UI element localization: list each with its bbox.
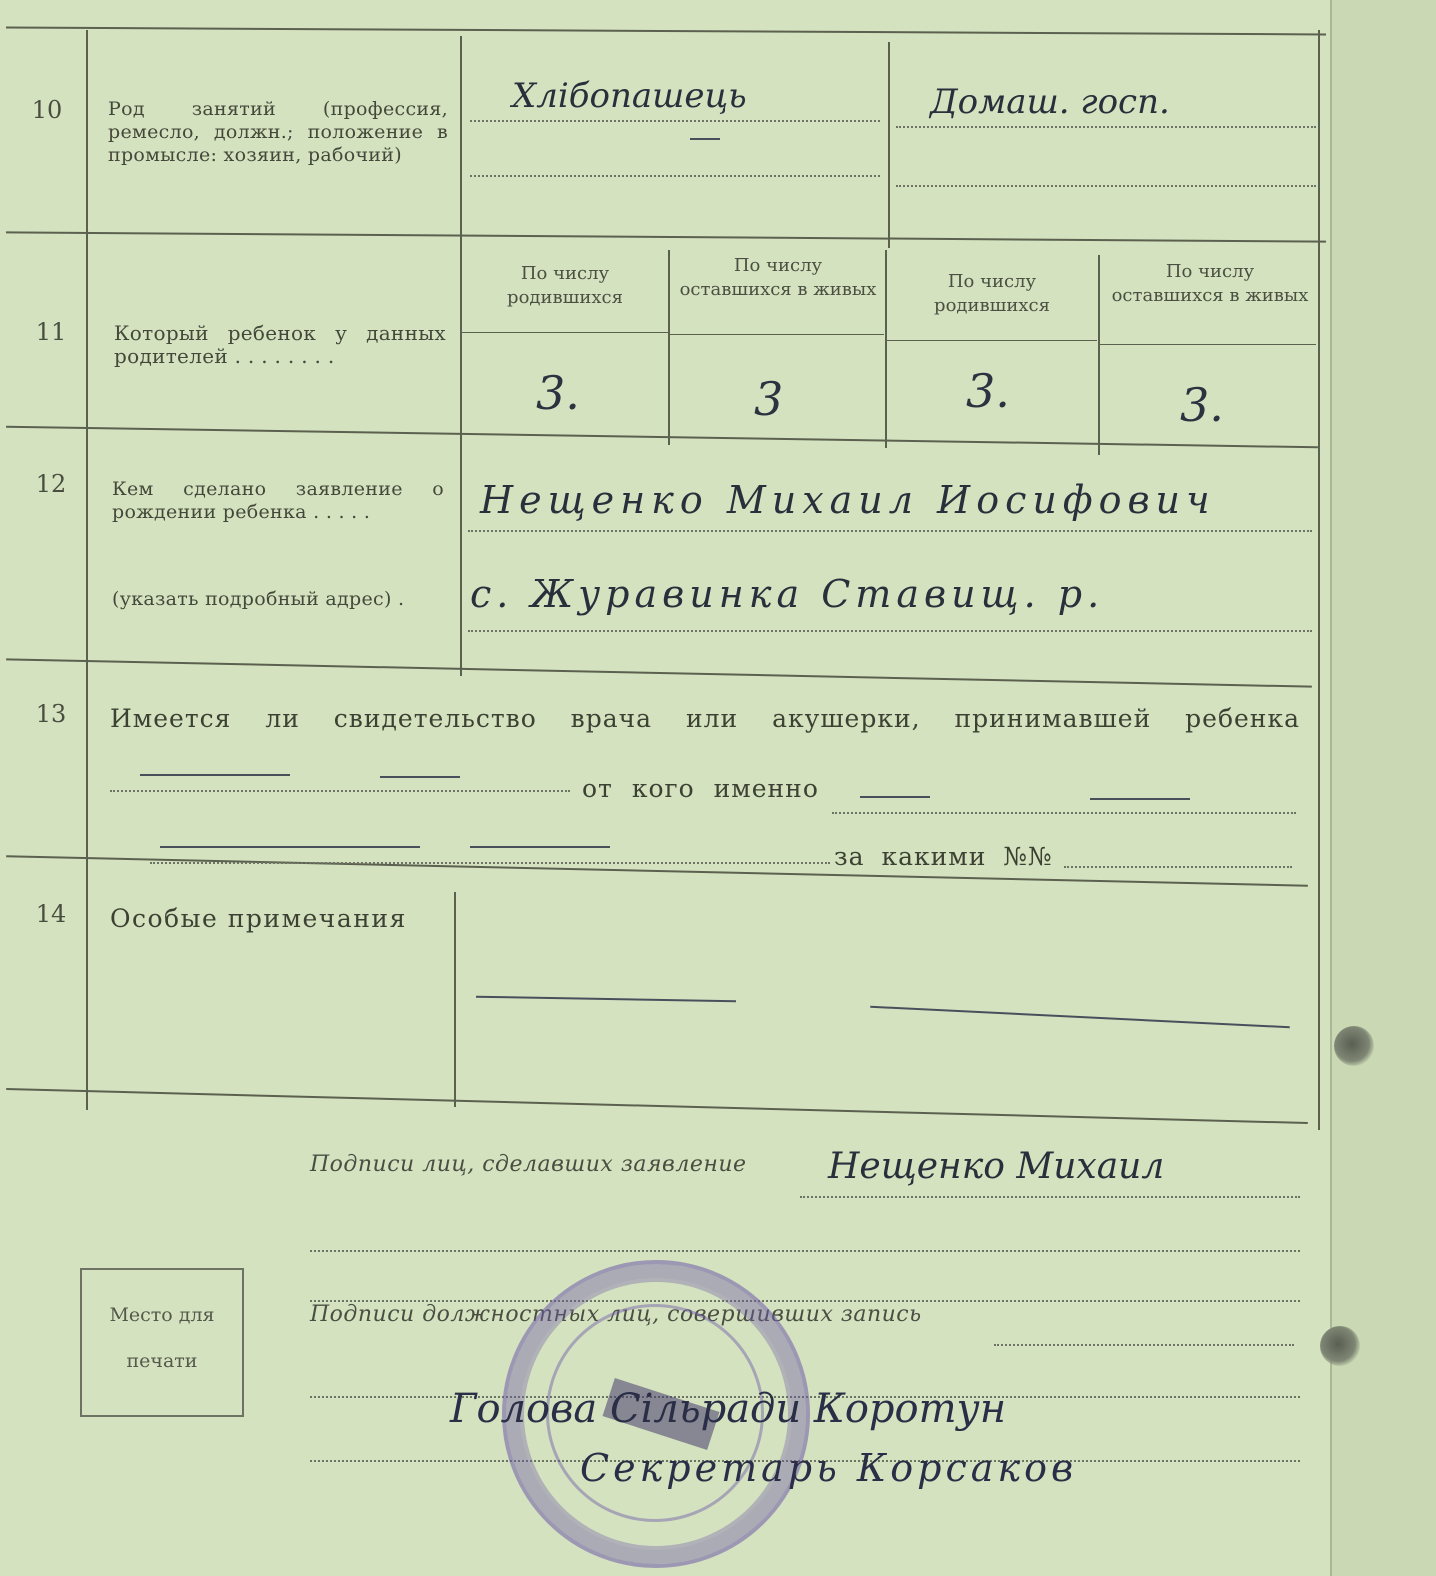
dotted-line xyxy=(896,185,1316,187)
dash-mark xyxy=(160,846,420,848)
row-divider xyxy=(6,1088,1308,1124)
col3-header: По числу родившихся xyxy=(934,271,1050,316)
header-rule xyxy=(887,340,1097,341)
header-rule xyxy=(462,332,668,333)
col2-header: По числу оставшихся в живых xyxy=(679,255,877,300)
header-rule xyxy=(670,334,884,335)
dash-mark xyxy=(380,776,460,778)
row-number-11: 11 xyxy=(35,318,67,346)
stamp-place-line2: печати xyxy=(126,1350,198,1372)
father-occupation: Хлібопашець xyxy=(512,76,747,116)
dash-mark xyxy=(476,996,736,1003)
dash-mark xyxy=(470,846,610,848)
official-signature-2: Секретарь Корсаков xyxy=(580,1446,1078,1490)
row-number-10: 10 xyxy=(31,96,63,124)
dash-mark xyxy=(690,138,720,140)
born-count-mother: 3. xyxy=(966,364,1010,418)
applicant-address: с. Журавинка Ставищ. р. xyxy=(470,572,1105,616)
child-order-label: Который ребенок у данных родителей . . . . . . . . xyxy=(114,321,446,368)
dotted-line xyxy=(310,1250,1300,1252)
dotted-line xyxy=(832,812,1296,814)
col-divider xyxy=(86,30,88,1110)
certificate-question: Имеется ли свидетельство врача или акушерки, принимавшей ребенка xyxy=(110,704,1300,733)
row-number-14: 14 xyxy=(35,900,67,928)
alive-count-mother: 3. xyxy=(1180,378,1224,432)
applicants-signature: Нещенко Михаил xyxy=(828,1146,1165,1187)
header-rule xyxy=(1100,344,1316,345)
address-label: (указать подробный адрес) . xyxy=(112,588,405,610)
dotted-line xyxy=(800,1196,1300,1198)
dotted-line xyxy=(994,1344,1294,1346)
col-divider xyxy=(668,250,670,445)
dotted-line xyxy=(896,126,1316,128)
dotted-line xyxy=(150,862,830,864)
col-divider xyxy=(454,892,456,1107)
dotted-line xyxy=(110,790,570,792)
notes-label: Особые примечания xyxy=(110,904,407,933)
col-divider xyxy=(885,250,887,448)
applicants-sig-label: Подписи лиц, сделавших заявление xyxy=(310,1152,747,1177)
officials-sig-label: Подписи должностных лиц, совершивших запись xyxy=(310,1302,922,1327)
col-divider xyxy=(460,36,462,676)
row-divider xyxy=(6,658,1312,687)
official-signature-1: Голова Сільради Коротун xyxy=(450,1386,1007,1432)
row-divider xyxy=(6,855,1308,887)
adjacent-page-edge xyxy=(1330,0,1436,1576)
dash-mark xyxy=(860,796,930,798)
binding-hole xyxy=(1320,1326,1360,1366)
mother-occupation: Домаш. госп. xyxy=(930,82,1170,122)
dotted-line xyxy=(470,120,880,122)
applicant-label: Кем сделано заявление о рождении ребенка . . . . . xyxy=(112,478,444,523)
row-divider xyxy=(6,231,1326,242)
occupation-label: Род занятий (профессия, ремесло, должн.; положение в промысле: хозяин, рабочий) xyxy=(108,98,448,166)
alive-count-father: 3 xyxy=(754,372,784,426)
stamp-place-line1: Место для xyxy=(109,1304,215,1326)
col-divider xyxy=(888,42,890,248)
row-number-12: 12 xyxy=(35,470,67,498)
col-divider xyxy=(1318,30,1320,1130)
dotted-line xyxy=(1064,866,1292,868)
stamp-place-box xyxy=(80,1268,244,1417)
dash-mark xyxy=(140,774,290,776)
binding-hole xyxy=(1334,1026,1374,1066)
col4-header: По числу оставшихся в живых xyxy=(1111,261,1309,306)
dash-mark xyxy=(870,1006,1290,1029)
dotted-line xyxy=(468,530,1312,532)
col-divider xyxy=(1098,255,1100,455)
dotted-line xyxy=(468,630,1312,632)
row-number-13: 13 xyxy=(35,700,67,728)
row-divider xyxy=(6,27,1326,36)
born-count-father: 3. xyxy=(536,366,580,420)
row-divider xyxy=(6,426,1318,449)
col1-header: По числу родившихся xyxy=(507,263,623,308)
from-whom-label: от кого именно xyxy=(582,774,819,803)
by-which-label: за какими №№ xyxy=(834,842,1053,871)
dotted-line xyxy=(470,175,880,177)
dash-mark xyxy=(1090,798,1190,800)
applicant-name: Нещенко Михаил Иосифович xyxy=(480,478,1216,522)
